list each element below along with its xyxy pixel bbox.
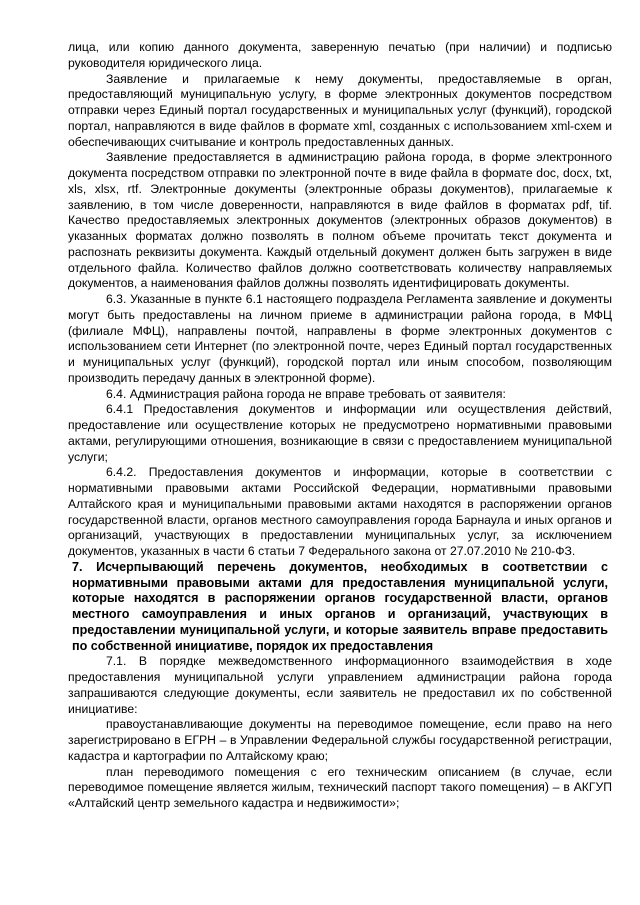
paragraph-continuation: лица, или копию данного документа, заверенную печатью (при наличии) и подписью руководителя юридического лица. [68, 40, 612, 70]
paragraph-7-1: 7.1. В порядке межведомственного информационного взаимодействия в ходе предоставления муниципальной услуги управлением администрации района города запрашиваются следующие документы, если заявитель не предоставил их по собственной инициативе: [68, 654, 612, 716]
list-item-floor-plan: план переводимого помещения с его техническим описанием (в случае, если переводимое помещение является жилым, технический паспорт такого помещения) – в АКГУП «Алтайский центр земельного кадастра и недвижимости»; [68, 764, 612, 810]
paragraph-email-submission: Заявление предоставляется в администрацию района города, в форме электронного документа посредством отправки по электронной почте в виде файла в формате doc, docx, txt, xls, xlsx, rtf. Электронные документы (электронные образы документов), прилагаемые к заявлению, в том числе доверенности, направляются в виде файлов в форматах pdf, tif. Качество предоставляемых электронных документов (электронных образов документов) в указанных форматах должно позволять в полном объеме прочитать текст документа и распознать реквизиты документа. Каждый отдельный документ должен быть загружен в виде отдельного файла. Количество файлов должно соответствовать количеству направляемых документов, а наименования файлов должны позволять идентифицировать документы. [68, 150, 612, 291]
list-item-title-documents: правоустанавливающие документы на переводимое помещение, если право на него зарегистрировано в ЕГРН – в Управлении Федеральной службы государственной регистрации, кадастра и картографии по Алтайскому краю; [68, 717, 612, 763]
paragraph-6-4: 6.4. Администрация района города не вправе требовать от заявителя: [106, 386, 506, 401]
paragraph-6-4-1: 6.4.1 Предоставления документов и информации или осуществления действий, предоставление или осуществление которых не предусмотрено нормативными правовыми актами, регулирующими отношения, возникающие в связи с предоставлением муниципальной услуги; [68, 402, 612, 464]
document-page [68, 40, 612, 812]
paragraph-electronic-submission: Заявление и прилагаемые к нему документы, предоставляемые в орган, предоставляющий муниципальную услугу, в форме электронных документов посредством отправки через Единый портал государственных и муниципальных услуг (функций), городской портал, направляются в виде файлов в формате xml, созданных с использованием xml-схем и обеспечивающих считывание и контроль предоставленных данных. [68, 71, 612, 149]
paragraph-6-3: 6.3. Указанные в пункте 6.1 настоящего подраздела Регламента заявление и документы могут быть предоставлены на личном приеме в администрации района города, в МФЦ (филиале МФЦ), направлены почтой, направлены в форме электронных документов с использованием сети Интернет (по электронной почте, через Единый портал государственных и муниципальных услуг (функций), городской портал или иным способом, позволяющим производить передачу данных в электронной форме). [68, 292, 612, 385]
paragraph-6-4-2: 6.4.2. Предоставления документов и информации, которые в соответствии с нормативными правовыми актами Российской Федерации, нормативными правовыми Алтайского края и муниципальными правовыми актами находятся в распоряжении органов государственной власти, органов местного самоуправления города Барнаула и иных органов и организаций, участвующих в предоставлении муниципальных услуг, за исключением документов, указанных в части 6 статьи 7 Федерального закона от 27.07.2010 № 210-ФЗ. [68, 465, 612, 558]
section-heading-7: 7. Исчерпывающий перечень документов, необходимых в соответствии с нормативными правовыми актами для предоставления муниципальной услуги, которые находятся в распоряжении органов государственной власти, органов местного самоуправления и иных органов и организаций, участвующих в предоставлении муниципальной услуги, и которые заявитель вправе предоставить по собственной инициативе, порядок их предоставления [72, 559, 608, 653]
